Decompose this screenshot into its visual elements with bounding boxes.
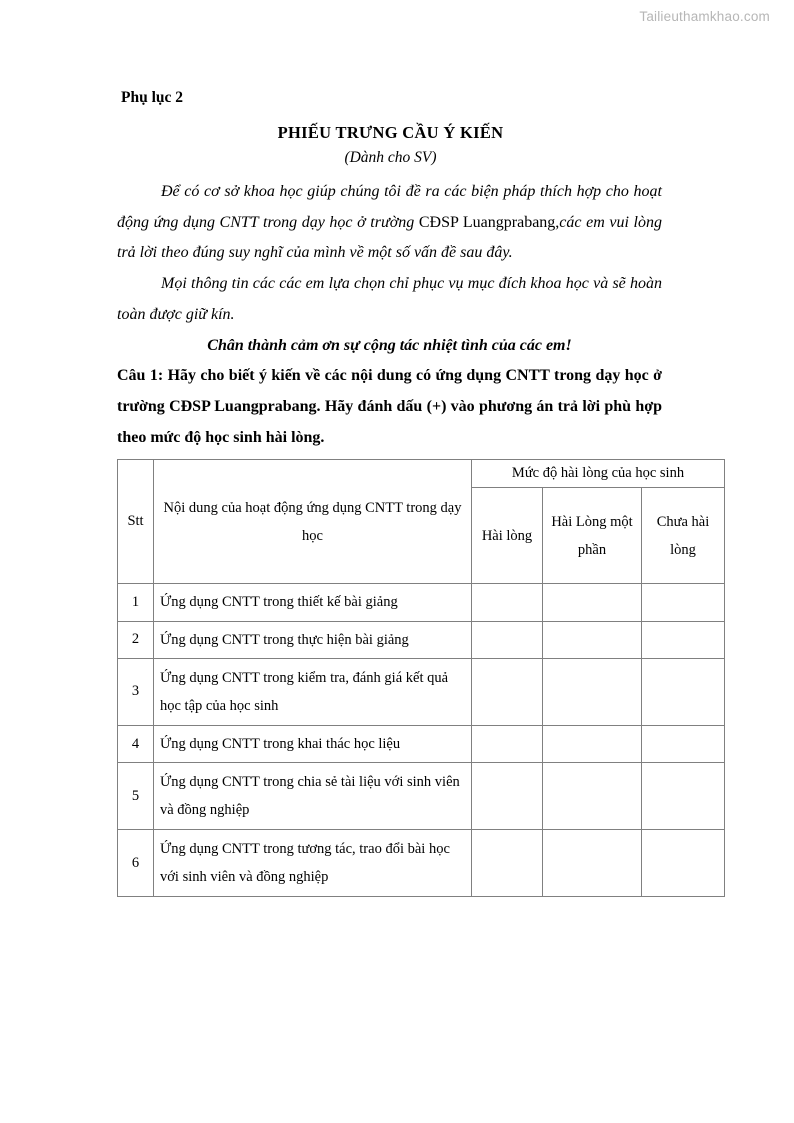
answer-cell-satisfied[interactable] [472, 725, 543, 762]
answer-cell-not-satisfied[interactable] [642, 621, 725, 658]
thanks-line: Chân thành cảm ơn sự cộng tác nhiệt tình của các em! [207, 336, 572, 354]
row-index: 6 [118, 830, 154, 897]
row-index: 1 [118, 584, 154, 621]
table-row [118, 830, 725, 897]
page-subtitle: (Dành cho SV) [344, 148, 437, 166]
intro-paragraph-1-part-b: các em vui lòng trả lời theo đúng suy nghĩ của mình về một số vấn đề sau đây. [117, 213, 662, 262]
table-row [118, 763, 725, 830]
row-content: Ứng dụng CNTT trong thực hiện bài giảng [154, 621, 472, 658]
row-index: 5 [118, 763, 154, 830]
row-content: Ứng dụng CNTT trong tương tác, trao đổi bài học với sinh viên và đồng nghiệp [154, 830, 472, 897]
watermark: Tailieuthamkhao.com [639, 9, 770, 24]
row-index: 4 [118, 725, 154, 762]
row-index: 2 [118, 621, 154, 658]
table-row [118, 584, 725, 621]
question-1-text: Câu 1: Hãy cho biết ý kiến về các nội dung có ứng dụng CNTT trong dạy học ở trường CĐSP Luangprabang. Hãy đánh dấu (+) vào phương án trả lời phù hợp theo mức độ học sinh hài lòng. [117, 367, 662, 446]
survey-table-head [118, 460, 725, 584]
intro-paragraph-1-part-a: Để có cơ sở khoa học giúp chúng tôi đề ra các biện pháp thích hợp cho hoạt động ứng dụng CNTT trong dạy học ở trường [117, 182, 662, 231]
answer-cell-satisfied[interactable] [472, 658, 543, 725]
survey-table [117, 459, 725, 897]
column-header-satisfied: Hài lòng [472, 488, 543, 584]
page-title: PHIẾU TRƯNG CẦU Ý KIẾN [277, 122, 504, 142]
appendix-label: Phụ lục 2 [121, 89, 184, 106]
table-row [118, 658, 725, 725]
column-header-stt: Stt [118, 460, 154, 584]
column-header-group-satisfaction: Mức độ hài lòng của học sinh [472, 460, 725, 488]
answer-cell-not-satisfied[interactable] [642, 763, 725, 830]
answer-cell-not-satisfied[interactable] [642, 725, 725, 762]
row-content: Ứng dụng CNTT trong kiểm tra, đánh giá kết quả học tập của học sinh [154, 658, 472, 725]
answer-cell-satisfied[interactable] [472, 621, 543, 658]
answer-cell-satisfied[interactable] [472, 763, 543, 830]
answer-cell-not-satisfied[interactable] [642, 830, 725, 897]
row-content: Ứng dụng CNTT trong khai thác học liệu [154, 725, 472, 762]
answer-cell-partially-satisfied[interactable] [543, 830, 642, 897]
answer-cell-not-satisfied[interactable] [642, 658, 725, 725]
survey-table-body [118, 584, 725, 897]
column-header-content: Nội dung của hoạt động ứng dụng CNTT trong dạy học [154, 460, 472, 584]
school-name: CĐSP Luangprabang, [418, 213, 560, 231]
table-row [118, 621, 725, 658]
answer-cell-satisfied[interactable] [472, 584, 543, 621]
answer-cell-partially-satisfied[interactable] [543, 725, 642, 762]
answer-cell-partially-satisfied[interactable] [543, 763, 642, 830]
column-header-partially-satisfied: Hài Lòng một phần [543, 488, 642, 584]
intro-paragraph-1 [117, 177, 724, 269]
answer-cell-not-satisfied[interactable] [642, 584, 725, 621]
row-index: 3 [118, 658, 154, 725]
answer-cell-satisfied[interactable] [472, 830, 543, 897]
intro-paragraph-2: Mọi thông tin các các em lựa chọn chỉ phục vụ mục đích khoa học và sẽ hoàn toàn được giữ kín. [117, 275, 662, 323]
table-header-row-group [118, 460, 725, 488]
table-row [118, 725, 725, 762]
answer-cell-partially-satisfied[interactable] [543, 658, 642, 725]
row-content: Ứng dụng CNTT trong thiết kế bài giảng [154, 584, 472, 621]
answer-cell-partially-satisfied[interactable] [543, 584, 642, 621]
row-content: Ứng dụng CNTT trong chia sẻ tài liệu với sinh viên và đồng nghiệp [154, 763, 472, 830]
answer-cell-partially-satisfied[interactable] [543, 621, 642, 658]
column-header-not-satisfied: Chưa hài lòng [642, 488, 725, 584]
